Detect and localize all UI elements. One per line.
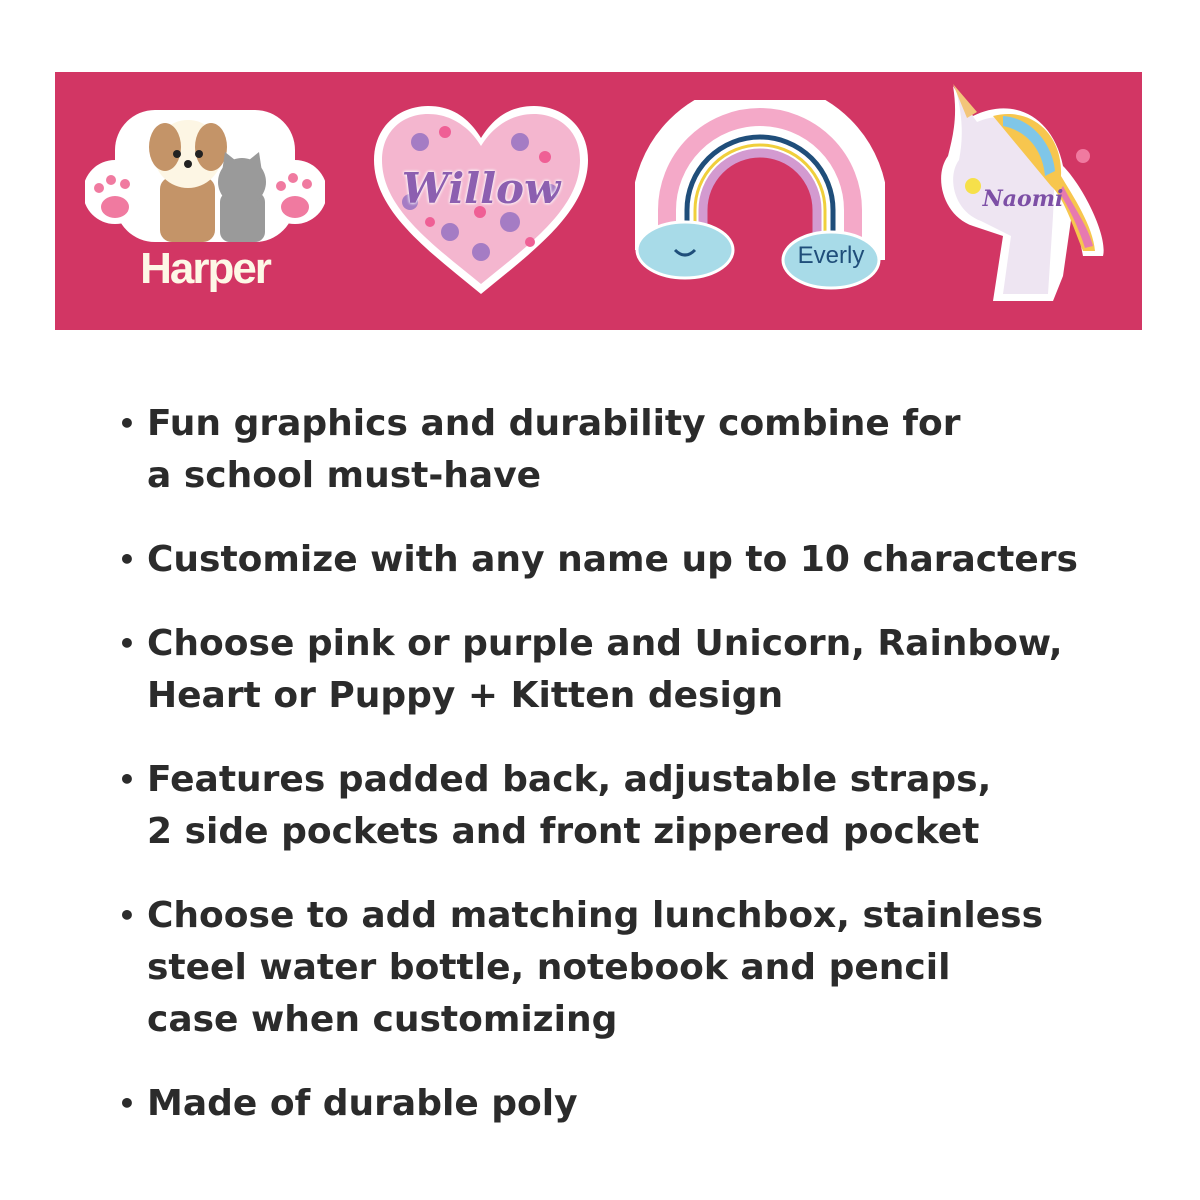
feature-item	[118, 398, 1118, 502]
feature-text: Choose pink or purple and Unicorn, Rainbow,	[147, 623, 1063, 664]
feature-text: Features padded back, adjustable straps,	[147, 759, 992, 800]
bullet-icon: •	[118, 1087, 136, 1120]
sticker-name-harper: Harper	[140, 244, 270, 293]
feature-item	[118, 1078, 1118, 1130]
unicorn-sticker	[933, 76, 1113, 308]
feature-text: Fun graphics and durability combine for	[147, 403, 961, 444]
design-banner	[55, 72, 1142, 330]
feature-item	[118, 534, 1118, 586]
feature-item	[118, 618, 1118, 722]
sticker-name-willow: Willow	[401, 164, 561, 213]
bullet-icon: •	[118, 627, 136, 660]
feature-text: case when customizing	[147, 999, 618, 1040]
puppy-kitten-sticker	[85, 102, 325, 292]
sticker-name-naomi: Naomi	[982, 186, 1064, 212]
feature-text: 2 side pockets and front zippered pocket	[147, 811, 980, 852]
feature-text: Heart or Puppy + Kitten design	[147, 675, 784, 716]
feature-item	[118, 754, 1118, 858]
bullet-icon: •	[118, 763, 136, 796]
feature-text: a school must-have	[147, 455, 542, 496]
rainbow-sticker	[635, 100, 885, 290]
puppy-kitten-illustration	[85, 102, 325, 252]
feature-list	[118, 398, 1118, 1162]
feature-text: Made of durable poly	[147, 1083, 578, 1124]
bullet-icon: •	[118, 543, 136, 576]
feature-item	[118, 890, 1118, 1046]
feature-text: Choose to add matching lunchbox, stainless	[147, 895, 1043, 936]
sticker-name-everly: Everly	[797, 242, 865, 269]
feature-text: Customize with any name up to 10 characters	[147, 539, 1078, 580]
bullet-icon: •	[118, 899, 136, 932]
bullet-icon: •	[118, 407, 136, 440]
heart-sticker	[370, 102, 592, 298]
feature-text: steel water bottle, notebook and pencil	[147, 947, 951, 988]
